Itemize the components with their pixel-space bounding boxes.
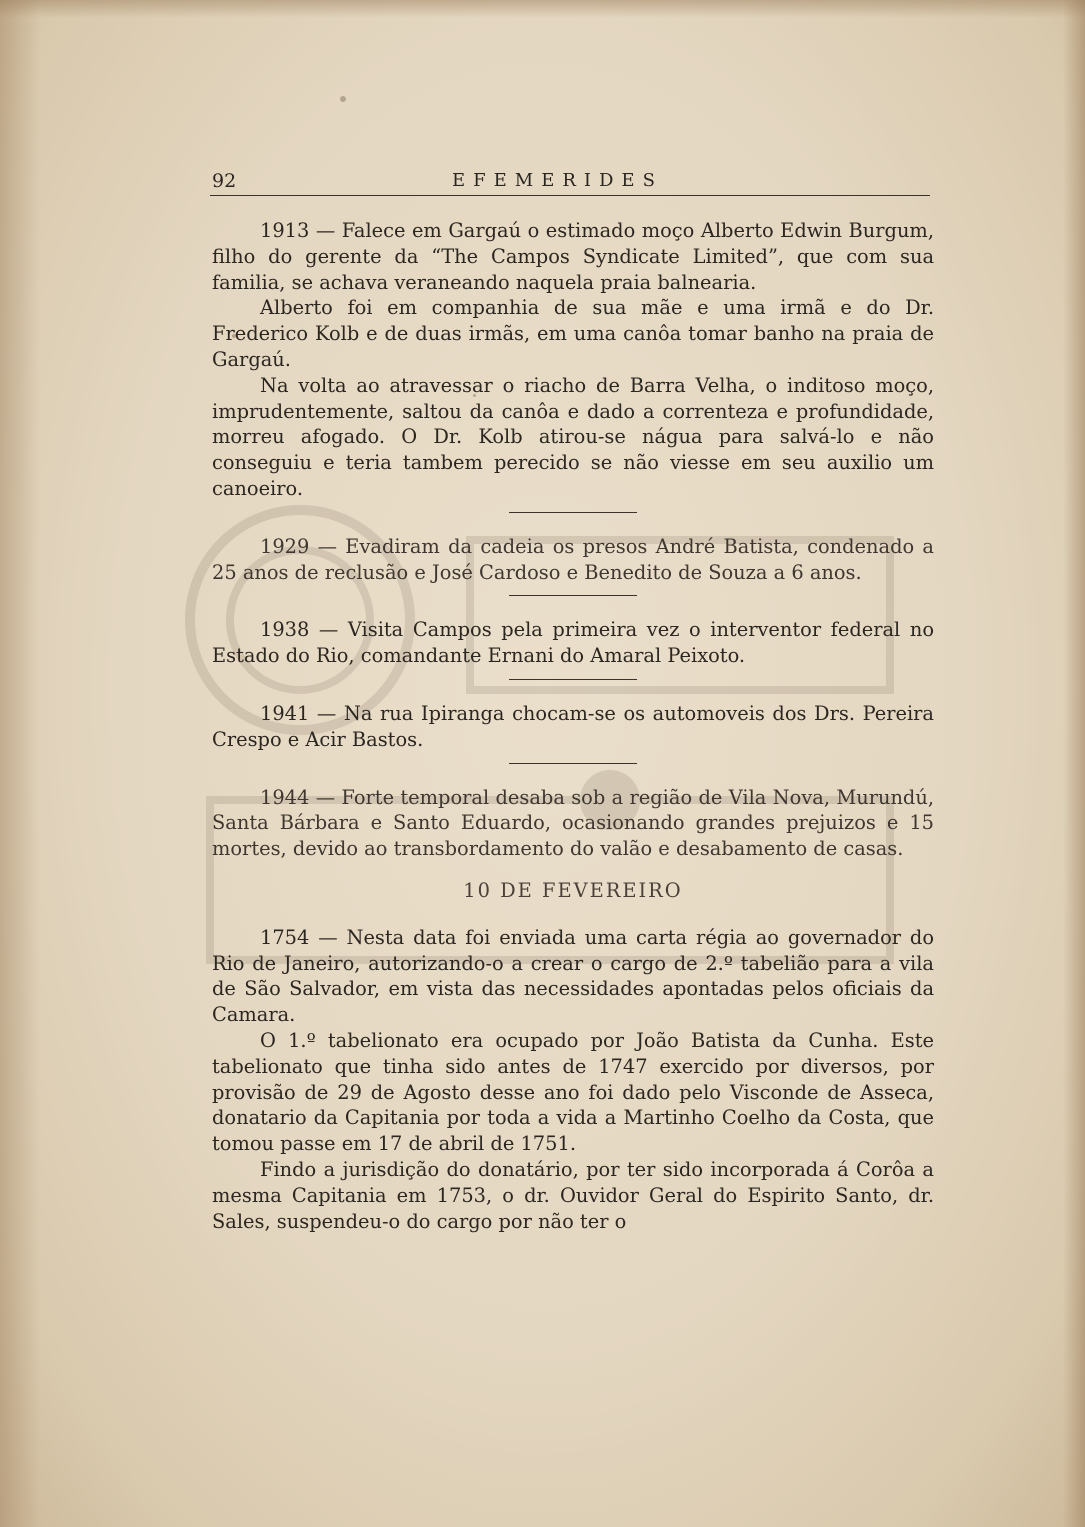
page-edge-shadow-top	[0, 0, 1085, 18]
section-paragraph: 1754 — Nesta data foi enviada uma carta régia ao governador do Rio de Janeiro, autorizando-o a crear o cargo de 2.º tabelião para a vila de São Salvador, em vista das necessidades apontadas pelos oficiais da Camara.	[212, 925, 934, 1027]
page-header	[212, 170, 930, 198]
entry-1913-paragraph: 1913 — Falece em Gargaú o estimado moço Alberto Edwin Burgum, filho do gerente da “The Campos Syndicate Limited”, que com sua familia, se achava veraneando naquela praia balnearia.	[212, 219, 934, 294]
page-edge-shadow-left	[0, 0, 40, 1527]
page-edge-shadow-right	[1063, 0, 1085, 1527]
page-body	[212, 218, 934, 1234]
entry-1913-paragraph: Alberto foi em companhia de sua mãe e uma irmã e do Dr. Frederico Kolb e de duas irmãs, em uma canôa tomar banho na praia de Gargaú.	[212, 296, 934, 371]
running-title: EFEMERIDES	[452, 170, 663, 191]
entry-separator	[509, 679, 637, 680]
entry-1913-paragraph: Na volta ao atravessar o riacho de Barra Velha, o inditoso moço, imprudentemente, saltou da canôa e dado a correnteza e profundidade, morreu afogado. O Dr. Kolb atirou-se nágua para salvá-lo e não conseguiu e teria tambem perecido se não viesse em seu auxilio um canoeiro.	[212, 373, 934, 500]
entry-1929-paragraph: 1929 — Evadiram da cadeia os presos André Batista, condenado a 25 anos de reclusão e José Cardoso e Benedito de Souza a 6 anos.	[212, 534, 934, 584]
entry-1941-paragraph: 1941 — Na rua Ipiranga chocam-se os automoveis dos Drs. Pereira Crespo e Acir Bastos.	[212, 701, 934, 751]
header-rule	[210, 195, 930, 196]
entry-separator	[509, 512, 637, 513]
entry-separator	[509, 595, 637, 596]
section-heading: 10 DE FEVEREIRO	[463, 878, 683, 902]
entry-1938-paragraph: 1938 — Visita Campos pela primeira vez o interventor federal no Estado do Rio, comandante Ernani do Amaral Peixoto.	[212, 618, 934, 668]
section-paragraph: Findo a jurisdição do donatário, por ter sido incorporada á Corôa a mesma Capitania em 1753, o dr. Ouvidor Geral do Espirito Santo, dr. Sales, suspendeu-o do cargo por não ter o	[212, 1157, 934, 1233]
paper-spot	[340, 96, 346, 102]
page-number: 92	[212, 170, 237, 192]
section-paragraph: O 1.º tabelionato era ocupado por João Batista da Cunha. Este tabelionato que tinha sido antes de 1747 exercido por diversos, por provisão de 29 de Agosto desse ano foi dado pelo Visconde de Asseca, donatario da Capitania por toda a vida a Martinho Coelho da Costa, que tomou passe em 17 de abril de 1751.	[212, 1028, 934, 1156]
entry-separator	[509, 763, 637, 764]
entry-1944-paragraph: 1944 — Forte temporal desaba sob a região de Vila Nova, Murundú, Santa Bárbara e Santo Eduardo, ocasionando grandes prejuizos e 15 mortes, devido ao transbordamento do valão e desabamento de casas.	[212, 785, 934, 861]
